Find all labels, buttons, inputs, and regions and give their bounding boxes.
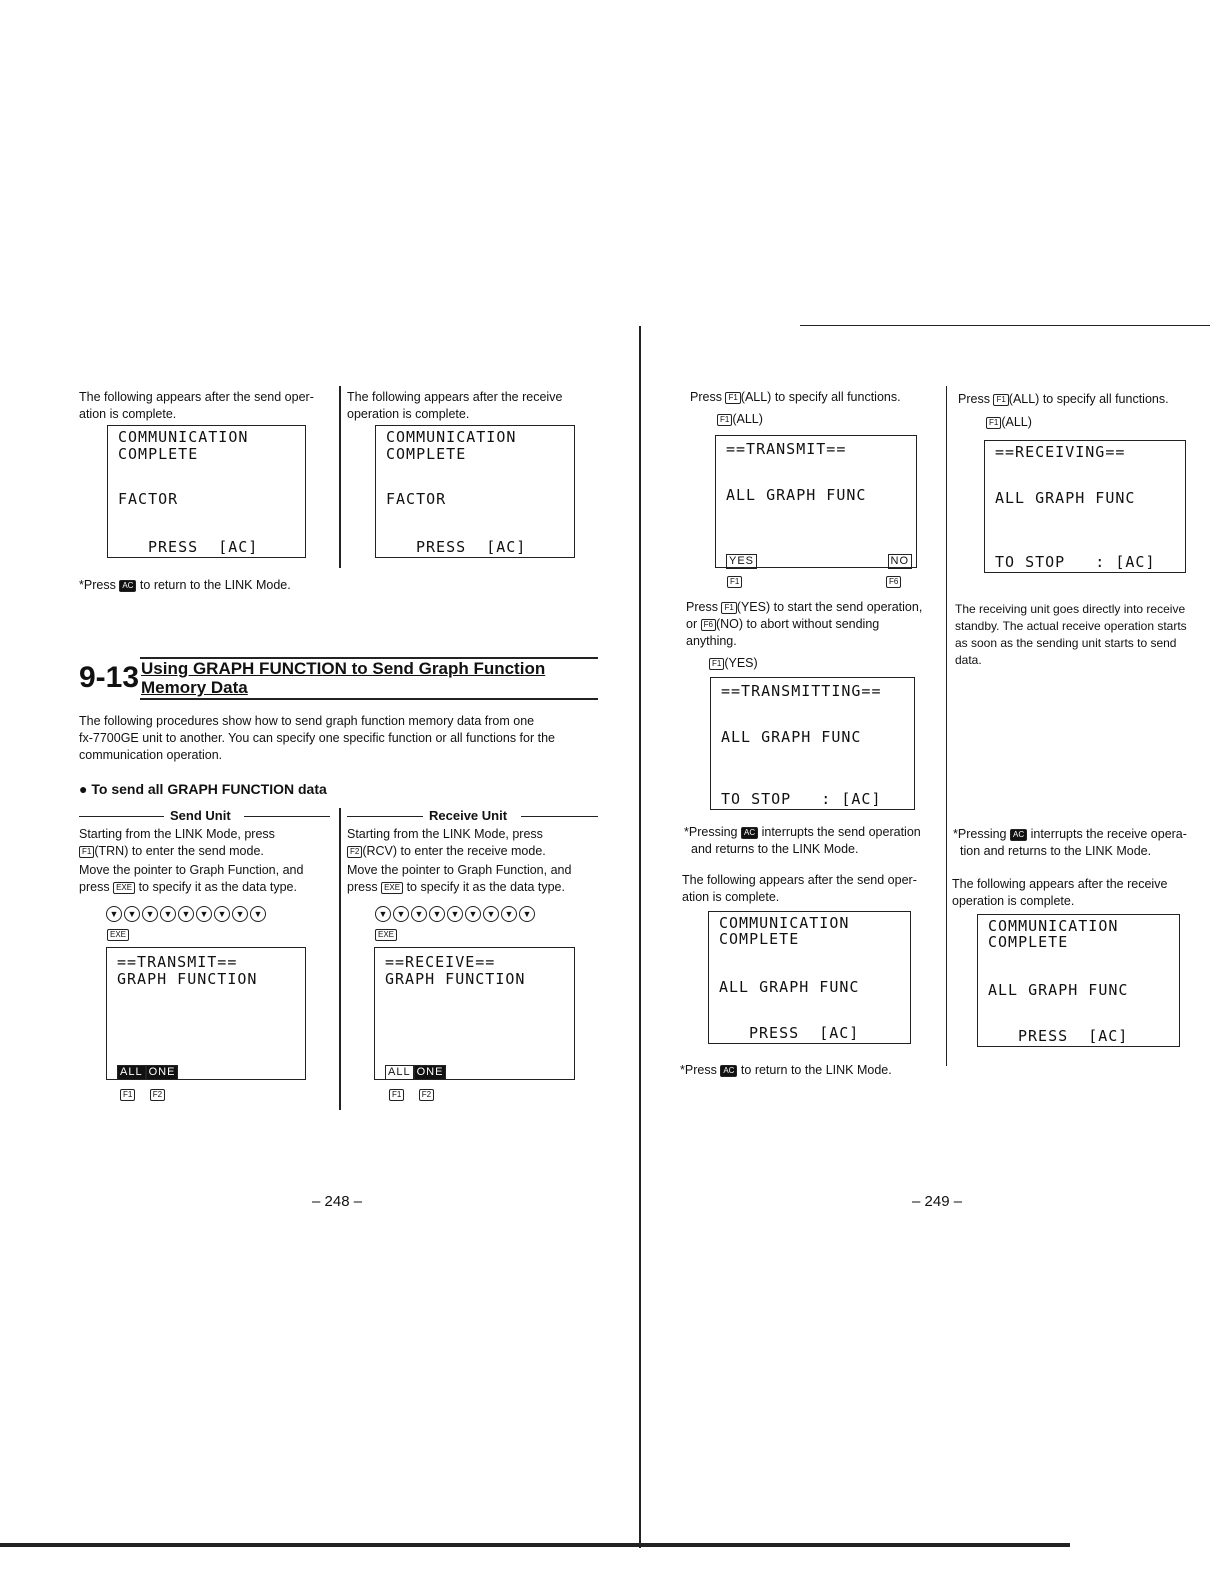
down-arrow-icon: ▼ (501, 906, 517, 922)
col2-intro: The following appears after the receive operation is complete. (347, 390, 563, 421)
page-spine (639, 326, 641, 1548)
col1-intro: The following appears after the send oper- ation is complete. (79, 390, 314, 421)
recv-rule-left (347, 816, 423, 817)
press-all-text: Press F1 (ALL) to specify all functions. (690, 390, 901, 404)
f6-key-icon: F6 (886, 576, 901, 588)
f1-key-icon: F1 (725, 392, 740, 404)
ac-key-icon: AC (1010, 829, 1027, 841)
recv-steps: Starting from the LINK Mode, press F2 (RCV) to enter the receive mode. Move the pointer to Graph Function, and press EXE to specify it as the data type. (347, 827, 572, 894)
down-arrow-icon: ▼ (429, 906, 445, 922)
f1-key-icon: F1 (986, 417, 1001, 429)
exe-key-icon: EXE (113, 882, 135, 894)
down-arrow-keys-recv (375, 904, 537, 922)
f1-key-icon: F1 (717, 414, 732, 426)
f1-key-icon: F1 (120, 1089, 135, 1101)
down-arrow-icon: ▼ (465, 906, 481, 922)
soft-one[interactable]: ONE (146, 1065, 179, 1080)
f1-key-icon: F1 (79, 846, 94, 858)
page-number-right: – 249 – (912, 1193, 963, 1210)
column-divider-2 (339, 808, 341, 1110)
send-rule-right (244, 816, 330, 817)
after-send-text: The following appears after the send oper- ation is complete. (682, 873, 917, 904)
column-divider (339, 386, 341, 568)
down-arrow-icon: ▼ (214, 906, 230, 922)
lcd-transmit: ==TRANSMIT== GRAPH FUNCTION ALL ONE (106, 947, 306, 1080)
down-arrow-icon: ▼ (160, 906, 176, 922)
down-arrow-icon: ▼ (447, 906, 463, 922)
press-all-text-2: Press F1 (ALL) to specify all functions. (958, 392, 1169, 406)
down-arrow-icon: ▼ (142, 906, 158, 922)
interrupt-recv-note: *Pressing AC interrupts the receive opera- tion and returns to the LINK Mode. (953, 827, 1187, 858)
bottom-rule (0, 1543, 1070, 1547)
f6-key-icon: F6 (701, 619, 716, 631)
top-rule-right (800, 325, 1210, 326)
down-arrow-keys-send (106, 904, 268, 922)
f2-key-icon: F2 (150, 1089, 165, 1101)
lcd-transmit-confirm: ==TRANSMIT== ALL GRAPH FUNC YES NO (715, 435, 917, 568)
lcd-receive-complete: COMMUNICATION COMPLETE ALL GRAPH FUNC PRESS [AC] (977, 914, 1180, 1047)
ac-key-icon: AC (119, 580, 136, 592)
down-arrow-icon: ▼ (196, 906, 212, 922)
page-number-left: – 248 – (312, 1193, 363, 1210)
soft-all[interactable]: ALL (385, 1065, 414, 1080)
ac-key-icon: AC (741, 827, 758, 839)
ac-key-icon: AC (720, 1065, 737, 1077)
recv-rule-right (521, 816, 598, 817)
down-arrow-icon: ▼ (106, 906, 122, 922)
bullet-icon: ● (79, 781, 88, 797)
f1-key-icon: F1 (721, 602, 736, 614)
down-arrow-icon: ▼ (375, 906, 391, 922)
section-body: The following procedures show how to send graph function memory data from one fx-7700GE unit to another. You can specify one specific function or all functions for the communication operation. (79, 714, 555, 762)
section-number: 9-13 (79, 661, 140, 694)
exe-key-icon: EXE (107, 929, 129, 941)
down-arrow-icon: ▼ (519, 906, 535, 922)
f1-key-icon: F1 (709, 658, 724, 670)
section-title: Using GRAPH FUNCTION to Send Graph Function Memory Data (141, 659, 546, 697)
lcd-send-complete: COMMUNICATION COMPLETE FACTOR PRESS [AC] (107, 425, 306, 558)
down-arrow-icon: ▼ (393, 906, 409, 922)
subhead: ● To send all GRAPH FUNCTION data (79, 781, 327, 797)
standby-text: The receiving unit goes directly into receive standby. The actual receive operation starts as soon as the sending unit starts to send data. (955, 602, 1187, 667)
f2-key-icon: F2 (419, 1089, 434, 1101)
f1-key-icon: F1 (993, 394, 1008, 406)
heading-rule-bottom (140, 698, 598, 700)
exe-key-icon: EXE (375, 929, 397, 941)
lcd-transmitting: ==TRANSMITTING== ALL GRAPH FUNC TO STOP : [AC] (710, 677, 915, 810)
send-steps: Starting from the LINK Mode, press F1 (TRN) to enter the send mode. Move the pointer to Graph Function, and press EXE to specify it as the data type. (79, 827, 304, 894)
lcd-receiving: ==RECEIVING== ALL GRAPH FUNC TO STOP : [AC] (984, 440, 1186, 573)
soft-one[interactable]: ONE (414, 1065, 447, 1080)
down-arrow-icon: ▼ (250, 906, 266, 922)
f1-key-icon: F1 (727, 576, 742, 588)
down-arrow-icon: ▼ (411, 906, 427, 922)
exe-key-icon: EXE (381, 882, 403, 894)
soft-no[interactable]: NO (888, 554, 913, 569)
yes-no-text: Press F1 (YES) to start the send operation, or F6 (NO) to abort without sending anything. (686, 600, 923, 648)
ac-note-right: *Press AC to return to the LINK Mode. (680, 1063, 892, 1077)
soft-yes[interactable]: YES (726, 554, 757, 569)
interrupt-send-note: *Pressing AC interrupts the send operation and returns to the LINK Mode. (684, 825, 921, 856)
ac-note: *Press AC to return to the LINK Mode. (79, 578, 291, 592)
lcd-receive: ==RECEIVE== GRAPH FUNCTION ALL ONE (374, 947, 575, 1080)
down-arrow-icon: ▼ (124, 906, 140, 922)
column-divider-right (946, 386, 947, 1066)
down-arrow-icon: ▼ (483, 906, 499, 922)
f1-key-icon: F1 (389, 1089, 404, 1101)
lcd-transmit-complete: COMMUNICATION COMPLETE ALL GRAPH FUNC PRESS [AC] (708, 911, 911, 1044)
f2-key-icon: F2 (347, 846, 362, 858)
down-arrow-icon: ▼ (232, 906, 248, 922)
send-unit-label: Send Unit (170, 808, 231, 823)
down-arrow-icon: ▼ (178, 906, 194, 922)
send-rule-left (79, 816, 164, 817)
recv-unit-label: Receive Unit (429, 808, 508, 823)
soft-all[interactable]: ALL (117, 1065, 146, 1080)
after-recv-text: The following appears after the receive operation is complete. (952, 877, 1168, 908)
lcd-recv-complete: COMMUNICATION COMPLETE FACTOR PRESS [AC] (375, 425, 575, 558)
